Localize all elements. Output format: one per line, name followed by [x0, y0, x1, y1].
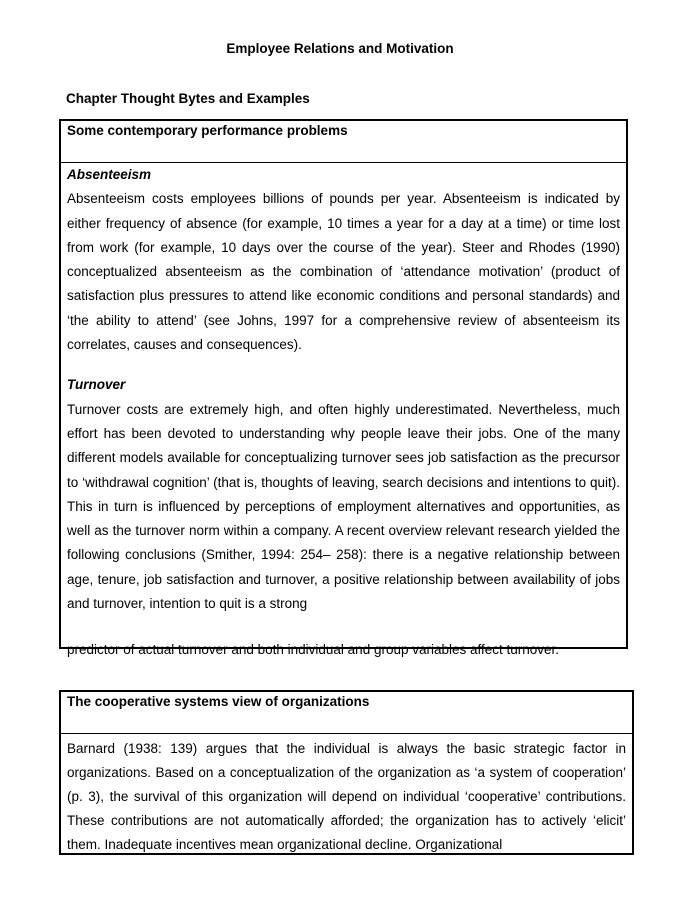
turnover-heading: Turnover [67, 377, 126, 393]
spacer [67, 357, 620, 373]
box-content [61, 734, 632, 857]
chapter-heading: Chapter Thought Bytes and Examples [66, 91, 310, 106]
cooperative-paragraph: Barnard (1938: 139) argues that the individual is always the basic strategic factor in organizations. Based on a conceptualization of the organization as ‘a system of cooperation’ (p. 3), the survival of this organization will depend on individual ‘cooperative’ contributions. These contributions are not automatically afforded; the organization has to actively ‘elicit’ them. Inadequate incentives mean organizational decline. Organizational [67, 741, 626, 852]
absenteeism-paragraph: Absenteeism costs employees billions of pounds per year. Absenteeism is indicated by either frequency of absence (for example, 10 times a year for a day at a time) or time lost from work (for example, 10 days over the course of the year). Steer and Rhodes (1990) conceptualized absenteeism as the combination of ‘attendance motivation’ (product of satisfaction plus pressures to attend like economic conditions and personal standards) and ‘the ability to attend’ (see Johns, 1997 for a comprehensive review of absenteeism its correlates, causes and consequences). [67, 191, 620, 353]
turnover-paragraph: Turnover costs are extremely high, and often highly underestimated. Nevertheless, much effort has been devoted to understanding why people leave their jobs. One of the many different models available for conceptualizing turnover sees job satisfaction as the precursor to ‘withdrawal cognition’ (that is, thoughts of leaving, search decisions and intentions to quit). This in turn is influenced by perceptions of employment alternatives and opportunities, as well as the turnover norm within a company. A recent overview relevant research yielded the following conclusions (Smither, 1994: 254– 258): there is a negative relationship between age, tenure, job satisfaction and turnover, a positive relationship between availability of jobs and turnover, intention to quit is a strong [67, 401, 620, 612]
document-title: Employee Relations and Motivation [226, 41, 454, 56]
absenteeism-heading: Absenteeism [67, 167, 152, 182]
cooperative-systems-box [59, 690, 634, 855]
turnover-clip [67, 398, 620, 642]
turnover-last-line: predictor of actual turnover and both individual and group variables affect turnover. [67, 641, 560, 657]
box-header: The cooperative systems view of organizations [61, 692, 632, 734]
box-content [61, 163, 626, 657]
box-header: Some contemporary performance problems [61, 121, 626, 163]
performance-problems-box [59, 119, 628, 657]
